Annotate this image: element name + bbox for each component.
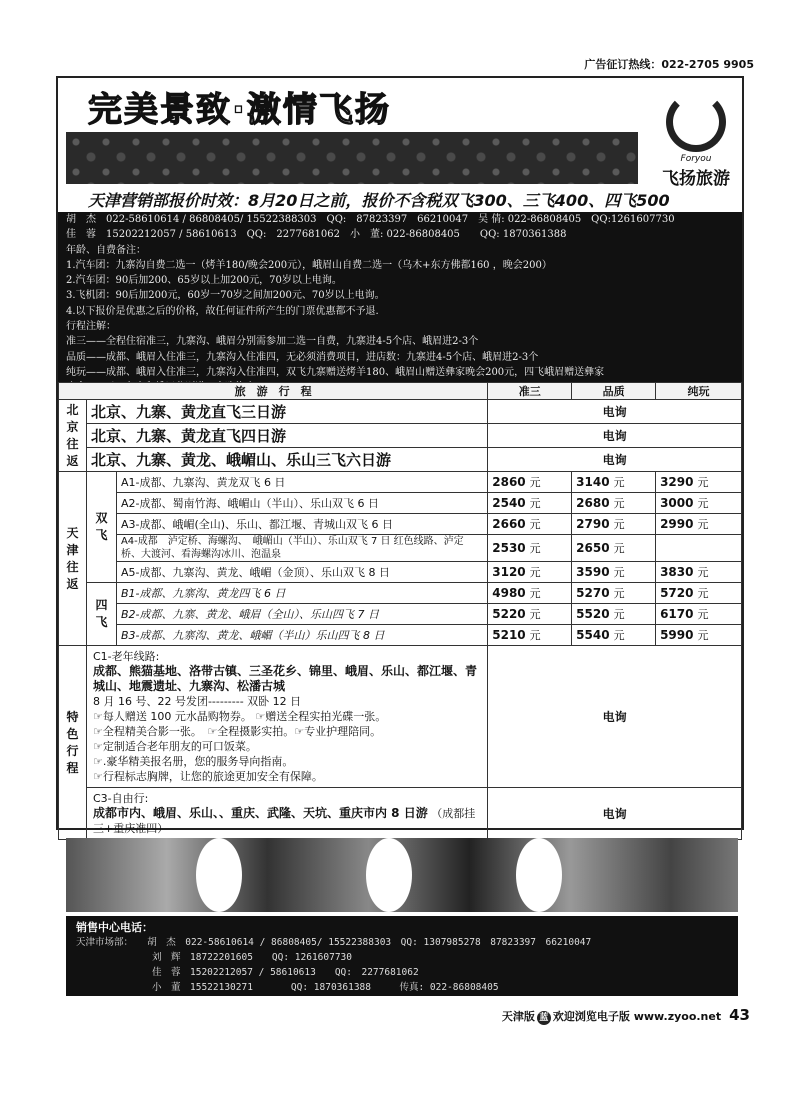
route-name: A4-成都 泸定桥、海螺沟、 峨嵋山（半山）、乐山双飞 7 日 红色线路、泸定桥、大渡河、看海螺沟冰川、泡温泉 [116, 535, 487, 562]
header-standard: 准三 [488, 383, 572, 400]
price-value: 3290 [660, 475, 694, 489]
sales-contacts [66, 916, 738, 996]
table-row [59, 472, 742, 493]
c1-route-cell [86, 646, 487, 788]
table-row [59, 424, 742, 448]
special-label: 特色行程 [59, 646, 87, 840]
price-value: 5520 [576, 607, 610, 621]
price-unit: 元 [529, 497, 541, 510]
info-line: 品质——成都、峨眉入住准三，九寨沟入住准四，无必须消费项目，进店数：九寨进4-5个店、峨眉进2-3个 [66, 351, 539, 363]
photo-cutout [516, 838, 562, 912]
table-row [59, 583, 742, 604]
table-row [59, 604, 742, 625]
price-value: 5720 [660, 586, 694, 600]
price-cell [572, 625, 656, 646]
price-value: 3120 [492, 565, 526, 579]
price-cell [572, 604, 656, 625]
price-unit: 元 [613, 518, 625, 531]
price-cell [656, 625, 742, 646]
route-name: 北京、九寨、黄龙、峨嵋山、乐山三飞六日游 [86, 448, 487, 472]
price-value: 5270 [576, 586, 610, 600]
tour-price-table [58, 382, 742, 840]
logo-chinese: 飞扬旅游 [662, 169, 730, 189]
c3-route: 成都市内、峨眉、乐山、、重庆、武隆、天坑、重庆市内 8 日游 [92, 806, 428, 820]
info-block [58, 212, 742, 382]
c1-note: ☞定制适合老年朋友的可口饭菜。 [92, 740, 257, 753]
double-flight-label: 双飞 [86, 472, 116, 583]
price-unit: 元 [613, 629, 625, 642]
c1-route: 成都、熊猫基地、洛带古镇、三圣花乡、锦里、峨眉、乐山、都江堰、青城山、地震遗址、九寨沟、松潘古城 [92, 664, 477, 693]
price-unit: 元 [697, 518, 709, 531]
price-cell [488, 493, 572, 514]
route-name: 北京、九寨、黄龙直飞三日游 [86, 400, 487, 424]
price-value: 5540 [576, 628, 610, 642]
price-cell [656, 562, 742, 583]
table-row [59, 788, 742, 840]
table-row [59, 535, 742, 562]
sales-row: 刘 辉 18722201605 QQ: 1261607730 [76, 952, 352, 963]
price-unit: 元 [697, 587, 709, 600]
price-cell [572, 583, 656, 604]
price-unit: 元 [697, 608, 709, 621]
price-cell [488, 535, 572, 562]
price-value: 3000 [660, 496, 694, 510]
price-value: 2530 [492, 541, 526, 555]
price-value: 5220 [492, 607, 526, 621]
price-inquiry: 电询 [488, 646, 742, 788]
header-itinerary: 旅 游 行 程 [59, 383, 488, 400]
logo-swirl-icon [666, 92, 726, 152]
c1-note: ☞行程标志胸牌，让您的旅途更加安全有保障。 [92, 770, 323, 783]
ad-title: 完美景致·激情飞扬 [88, 90, 391, 130]
info-line: 佳 蓉 15202212057 / 58610613 QQ: 2277681062 小 董: 022-86808405 QQ: 1870361388 [66, 229, 567, 241]
c1-note: ☞全程精美合影一张。 ☞全程摄影实拍。☞专业护理陪同。 [92, 725, 382, 738]
price-cell [572, 472, 656, 493]
sales-row: 佳 蓉 15202212057 / 58610613 QQ: 2277681062 [76, 967, 419, 978]
price-unit: 元 [613, 476, 625, 489]
header-quality: 品质 [572, 383, 656, 400]
table-row [59, 514, 742, 535]
price-cell [656, 514, 742, 535]
price-unit: 元 [697, 497, 709, 510]
price-value: 3140 [576, 475, 610, 489]
route-name: A2-成都、蜀南竹海、峨嵋山（半山）、乐山双飞 6 日 [116, 493, 487, 514]
decorative-band [66, 132, 638, 184]
price-value: 6170 [660, 607, 694, 621]
price-value: 2660 [492, 517, 526, 531]
price-unit: 元 [529, 542, 541, 555]
price-cell [488, 514, 572, 535]
edition-label: 天津版 [501, 1010, 535, 1023]
info-line: 准三——全程住宿准三，九寨沟、峨眉分别需参加二选一自费，九寨进4-5个店、峨眉进2-3个 [66, 336, 479, 348]
route-name: A5-成都、九寨沟、黄龙、峨嵋（金顶）、乐山双飞 8 日 [116, 562, 487, 583]
sales-title: 销售中心电话： [76, 921, 153, 934]
c3-route-cell [86, 788, 487, 840]
price-unit: 元 [529, 476, 541, 489]
scenery-photo-strip [66, 838, 738, 912]
price-validity-note: 天津营销部报价时效：8月20日之前，报价不含税双飞300、三飞400、四飞500 [88, 191, 670, 210]
info-line: 1.汽车团：九寨沟自费二选一（烤羊180/晚会200元），峨眉山自费二选一（乌木+东方佛都160 ，晚会200） [66, 259, 552, 271]
price-unit: 元 [613, 542, 625, 555]
info-line: 行程注解： [66, 321, 116, 333]
route-name: B2-成都、九寨、黄龙、峨眉（全山）、乐山四飞 7 日 [116, 604, 487, 625]
price-unit: 元 [697, 476, 709, 489]
table-row [59, 646, 742, 788]
photo-cutout [366, 838, 412, 912]
price-unit: 元 [613, 587, 625, 600]
price-unit: 元 [613, 608, 625, 621]
photo-cutout [196, 838, 242, 912]
info-line: 纯玩——成都、峨眉入住准三，九寨沟入住准四，双飞九寨赠送烤羊180、峨眉山赠送彝家晚会200元，四飞峨眉赠送彝家 [66, 366, 605, 378]
price-cell [488, 625, 572, 646]
price-value: 2790 [576, 517, 610, 531]
c3-title: C3-自由行: [92, 792, 149, 805]
price-cell [488, 562, 572, 583]
price-cell [572, 514, 656, 535]
c1-note: ☞每人赠送 100 元水晶购物券。 ☞赠送全程实拍光碟一张。 [92, 710, 387, 723]
price-unit: 元 [697, 629, 709, 642]
table-row [59, 448, 742, 472]
price-unit: 元 [529, 587, 541, 600]
price-inquiry: 电询 [488, 424, 742, 448]
page-footer [502, 1006, 750, 1025]
route-name: 北京、九寨、黄龙直飞四日游 [86, 424, 487, 448]
price-value: 2680 [576, 496, 610, 510]
ad-hotline: 广告征订热线：022-2705 9905 [584, 58, 754, 71]
price-cell [656, 472, 742, 493]
table-row [59, 400, 742, 424]
c1-title: C1-老年线路: [92, 650, 160, 663]
price-inquiry: 电询 [488, 400, 742, 424]
price-unit: 元 [613, 566, 625, 579]
route-name: A3-成都、峨嵋(全山)、乐山、都江堰、青城山双飞 6 日 [116, 514, 487, 535]
table-row [59, 493, 742, 514]
c3-note: （成都挂三+重庆准四） [92, 807, 476, 835]
info-line: 4.以下报价是优惠之后的价格，故任何证件所产生的门票优惠都不予退. [66, 305, 379, 317]
price-unit: 元 [529, 629, 541, 642]
price-unit: 元 [529, 518, 541, 531]
logo-english: Foryou [680, 154, 712, 164]
price-value: 2990 [660, 517, 694, 531]
sales-row: 小 董 15522130271 QQ: 1870361388 传真: 022-86808405 [76, 982, 499, 993]
price-value: 2650 [576, 541, 610, 555]
page-number: 43 [729, 1006, 750, 1024]
price-value: 2860 [492, 475, 526, 489]
info-line: 胡 杰 022-58610614 / 86808405/ 15522388303 QQ: 87823397 66210047 吴 倩: 022-86808405 QQ:1261607730 [66, 214, 675, 225]
price-inquiry: 电询 [488, 448, 742, 472]
price-unit: 元 [697, 566, 709, 579]
price-unit: 元 [529, 566, 541, 579]
table-row [59, 562, 742, 583]
info-line: 2.汽车团：90后加200、65岁以上加200元，70岁以上电询。 [66, 275, 342, 287]
quad-flight-label: 四飞 [86, 583, 116, 646]
price-value: 3590 [576, 565, 610, 579]
price-inquiry: 电询 [488, 788, 742, 840]
tianjin-label: 天津往返 [59, 472, 87, 646]
price-cell [656, 535, 742, 562]
price-cell [488, 472, 572, 493]
table-header-row [59, 383, 742, 400]
price-unit: 元 [529, 608, 541, 621]
price-cell [488, 583, 572, 604]
info-line: 年龄、自费备注： [66, 244, 146, 256]
beijing-label: 北京往返 [59, 400, 87, 472]
route-name: B1-成都、九寨沟、黄龙四飞 6 日 [116, 583, 487, 604]
info-line: 3.飞机团：90后加200元，60岁一70岁之间加200元、70岁以上电询。 [66, 290, 385, 302]
price-value: 4980 [492, 586, 526, 600]
edition-badge-icon: 蓝 [537, 1011, 551, 1025]
price-unit: 元 [613, 497, 625, 510]
table-row [59, 625, 742, 646]
price-cell [572, 493, 656, 514]
route-name: B3-成都、九寨沟、黄龙、峨嵋（半山）乐山四飞 8 日 [116, 625, 487, 646]
price-cell [656, 583, 742, 604]
c1-note: ☞.豪华精美报名册，您的服务导向指南。 [92, 755, 294, 768]
header-pure: 纯玩 [656, 383, 742, 400]
price-cell [572, 562, 656, 583]
price-value: 5990 [660, 628, 694, 642]
c1-dates: 8 月 16 号、22 号发团--------- 双卧 12 日 [92, 695, 302, 708]
company-logo [650, 92, 742, 189]
price-value: 3830 [660, 565, 694, 579]
price-cell [656, 604, 742, 625]
price-value: 2540 [492, 496, 526, 510]
route-name: A1-成都、九寨沟、黄龙双飞 6 日 [116, 472, 487, 493]
price-value: 5210 [492, 628, 526, 642]
sales-row: 天津市场部： 胡 杰 022-58610614 / 86808405/ 15522388303 QQ: 1307985278 87823397 66210047 [76, 937, 592, 948]
footer-slogan: 欢迎浏览电子版 www.zyoo.net [552, 1010, 722, 1023]
price-cell [656, 493, 742, 514]
price-cell [488, 604, 572, 625]
price-cell [572, 535, 656, 562]
